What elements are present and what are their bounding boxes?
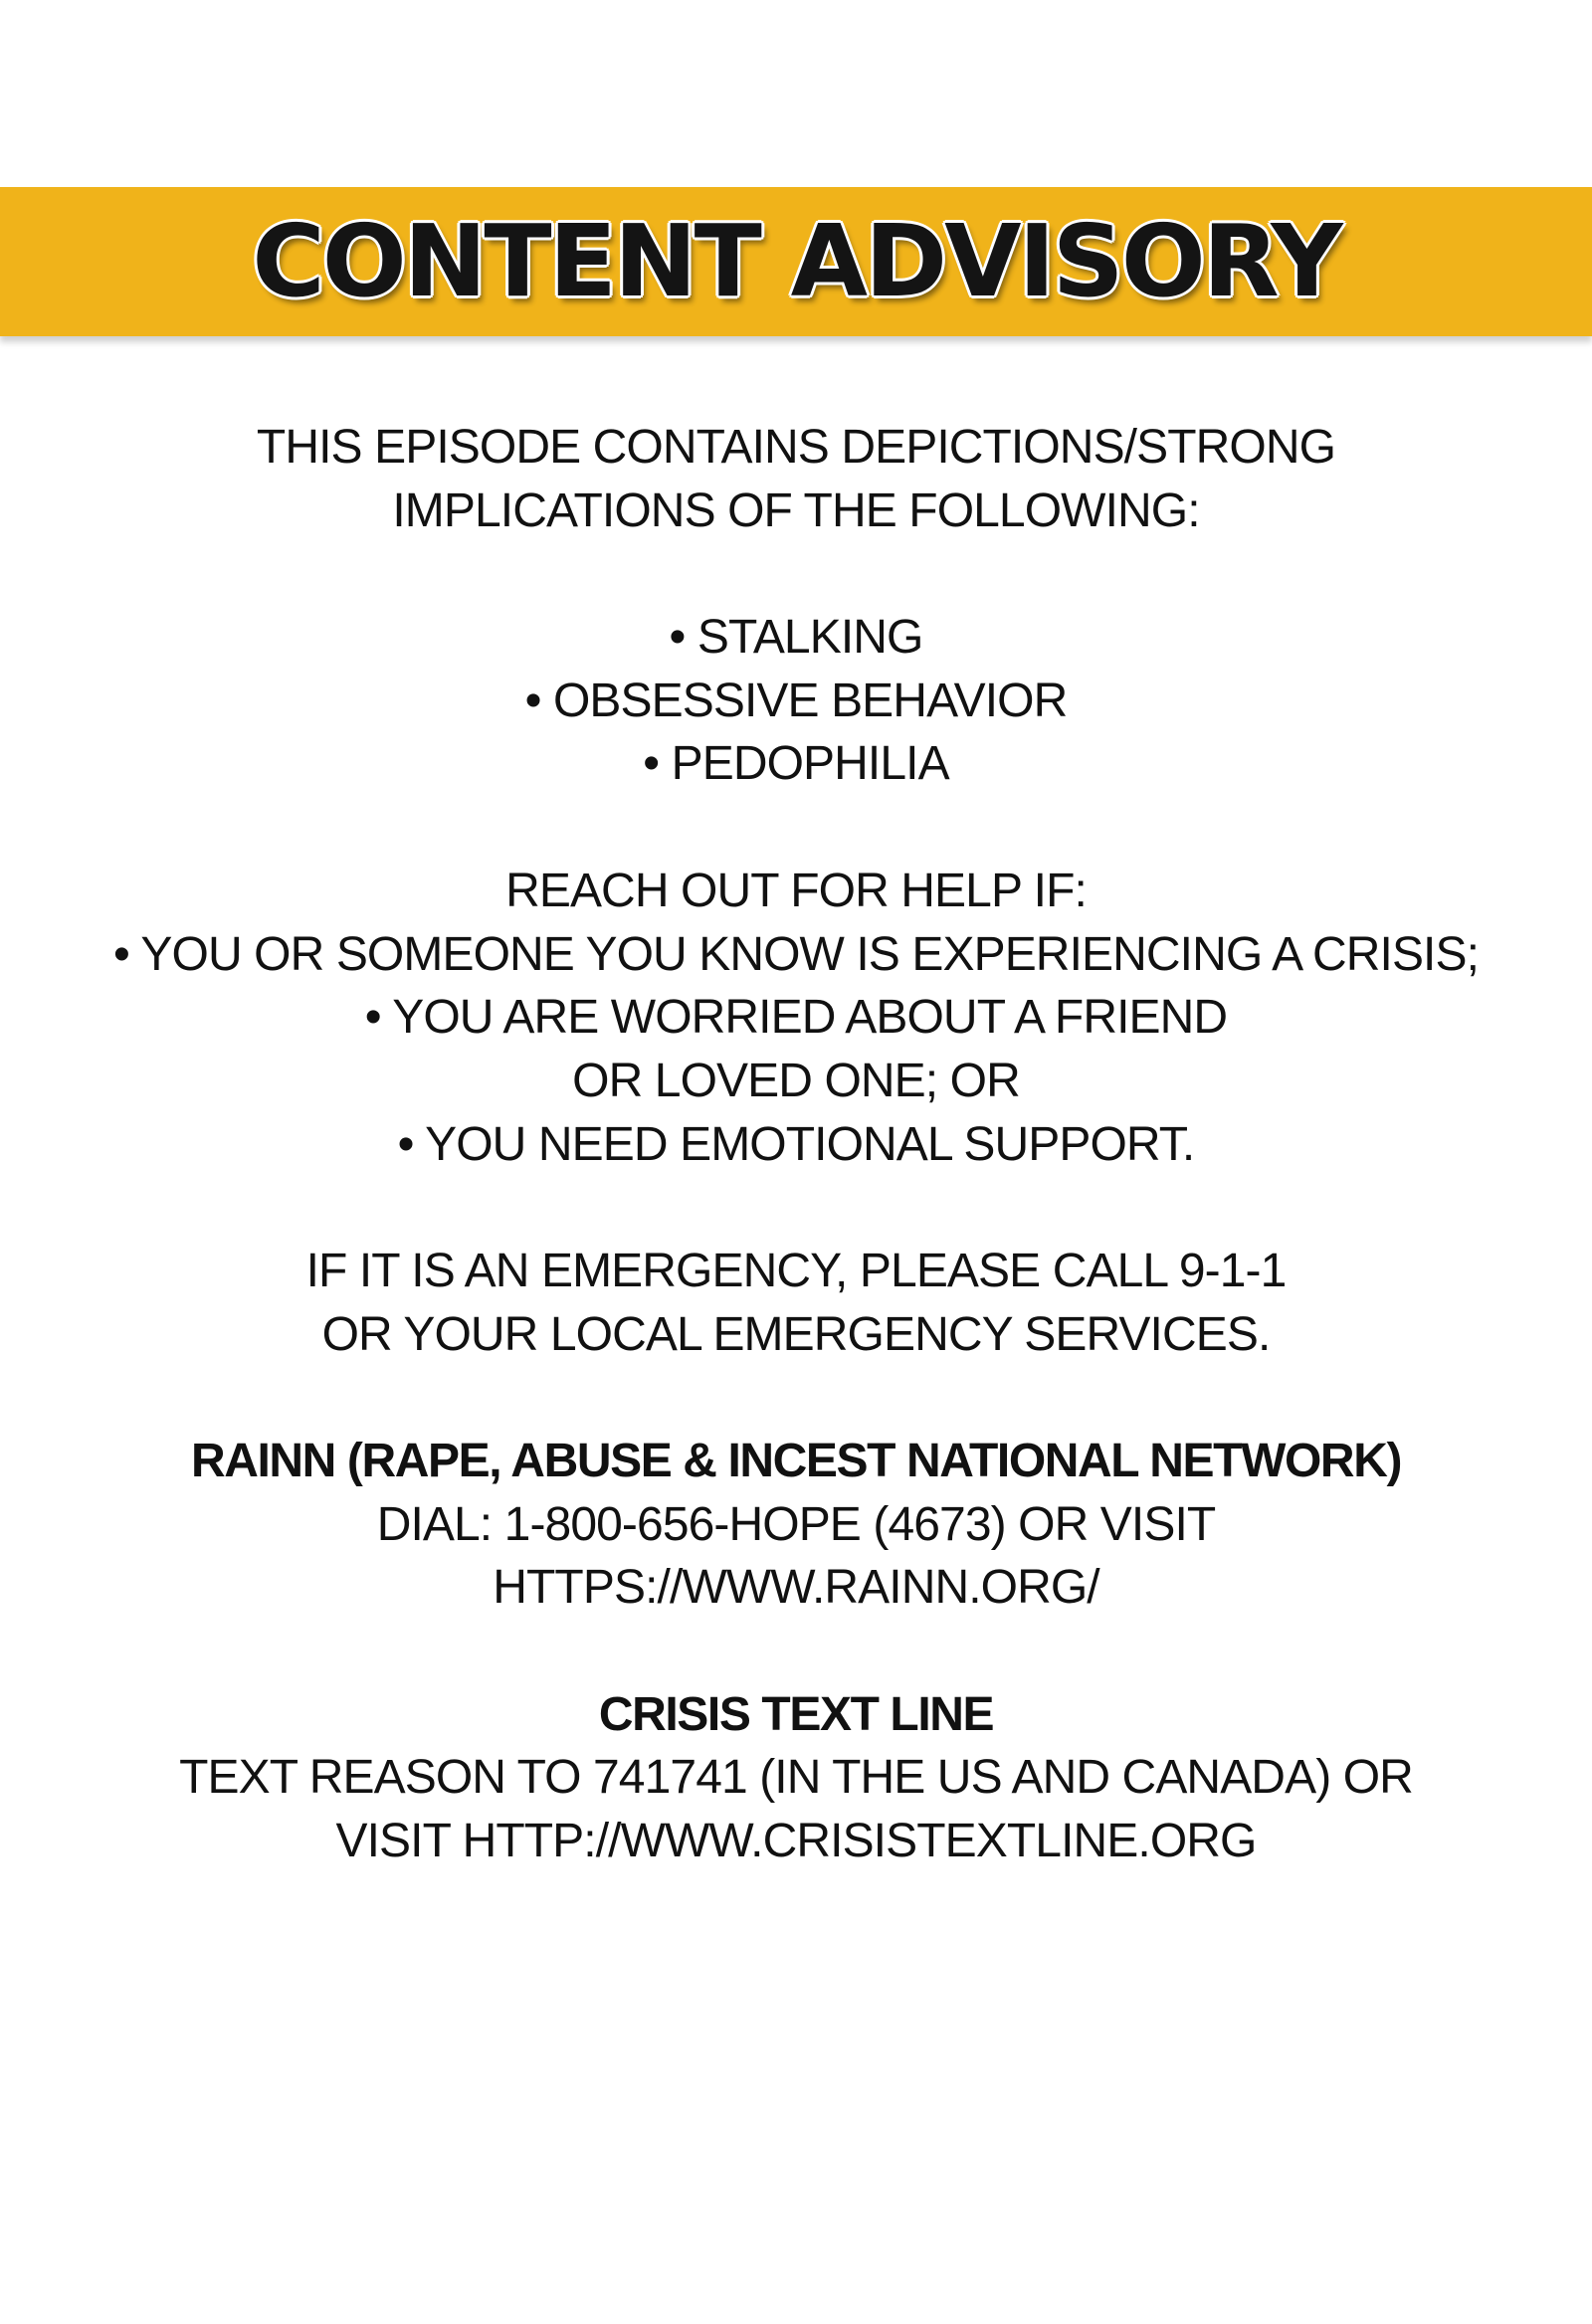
crisis-text-line-url: VISIT HTTP://WWW.CRISISTEXTLINE.ORG	[335, 1815, 1257, 1868]
banner-title: CONTENT ADVISORY	[252, 203, 1340, 319]
spacer	[0, 1366, 1592, 1430]
help-item: OR LOVED ONE; OR	[572, 1054, 1020, 1107]
advisory-content	[0, 416, 1592, 1873]
help-heading: REACH OUT FOR HELP IF:	[505, 864, 1087, 917]
help-item: • YOU OR SOMEONE YOU KNOW IS EXPERIENCING A CRISIS;	[112, 927, 1480, 981]
intro-line: THIS EPISODE CONTAINS DEPICTIONS/STRONG	[256, 421, 1336, 474]
spacer	[0, 796, 1592, 860]
crisis-text-line-section	[0, 1683, 1592, 1873]
emergency-line: IF IT IS AN EMERGENCY, PLEASE CALL 9-1-1	[305, 1244, 1287, 1297]
emergency-line: OR YOUR LOCAL EMERGENCY SERVICES.	[321, 1307, 1271, 1361]
warning-item-pedophilia: • PEDOPHILIA	[643, 737, 949, 791]
crisis-text-line-instructions: TEXT REASON TO 741741 (IN THE US AND CANADA) OR	[179, 1751, 1413, 1805]
help-item: • YOU NEED EMOTIONAL SUPPORT.	[397, 1117, 1195, 1171]
spacer	[0, 1176, 1592, 1240]
spacer	[0, 1620, 1592, 1683]
intro-section	[0, 416, 1592, 542]
rainn-phone: DIAL: 1-800-656-HOPE (4673) OR VISIT	[376, 1497, 1216, 1551]
spacer	[0, 542, 1592, 606]
help-item: • YOU ARE WORRIED ABOUT A FRIEND	[364, 991, 1228, 1045]
help-section	[0, 860, 1592, 1176]
advisory-banner	[0, 187, 1592, 336]
warning-item-obsessive-behavior: • OBSESSIVE BEHAVIOR	[524, 674, 1068, 727]
warning-list	[0, 606, 1592, 796]
crisis-text-line-name: CRISIS TEXT LINE	[598, 1687, 994, 1741]
rainn-section	[0, 1430, 1592, 1620]
intro-line: IMPLICATIONS OF THE FOLLOWING:	[392, 484, 1200, 537]
rainn-url: HTTPS://WWW.RAINN.ORG/	[493, 1561, 1099, 1615]
emergency-section	[0, 1240, 1592, 1366]
warning-item-stalking: • STALKING	[669, 611, 923, 665]
rainn-name: RAINN (RAPE, ABUSE & INCEST NATIONAL NETWORK)	[190, 1435, 1402, 1487]
